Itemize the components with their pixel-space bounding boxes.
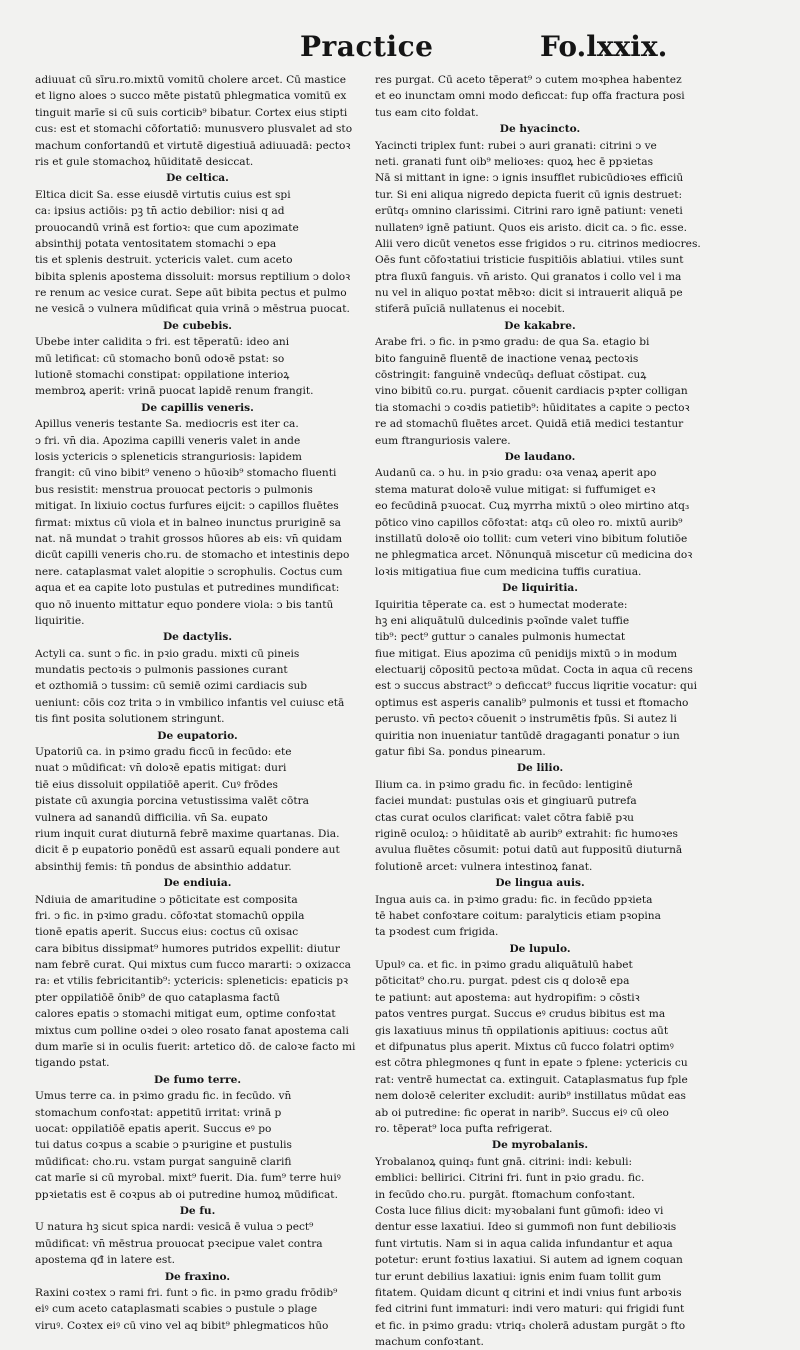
text-line: potetur: erunt foꝛtius laxatiui. Si autem ad ignem coquan [375,1254,683,1267]
entry-heading: De hyacincto. [499,123,581,136]
text-line: res purgat. Cū aceto tēperat⁹ ↄ cutem moꝛphea habentez [375,74,682,86]
text-line: Umus terre ca. in pꝛimo gradu fic. in fecūdo. vn̄ [35,1090,292,1103]
entry-heading: De lilio. [516,762,564,775]
text-line: electuarij cōpositū pectoꝛa mūdat. Cocta in aqua cū recens [375,664,693,677]
text-line: membroꝝ aperit: vrinā puocat lapidē renum frangit. [35,385,314,398]
text-line: mū letificat: cū stomacho bonū odoꝛē pstat: so [35,352,285,365]
text-line: tigando pstat. [35,1057,110,1070]
text-line: ab oi putredine: fic operat in narib⁹. Succus eiꝰ cū oleo [375,1106,669,1119]
text-line: dicūt capilli veneris cho.ru. de stomacho et intestinis depo [35,549,350,562]
entry-heading: De myrobalanis. [491,1139,589,1152]
text-line: machum confoꝛtant. [375,1336,484,1349]
running-title: Practice [300,30,434,63]
text-line: quo nō inuento mittatur equo pondere viola: ↄ bis tantū [35,598,334,611]
text-line: Nā si mittant in igne: ↄ ignis insufflet rubicūdioꝛes efficiū [375,172,684,185]
text-line: ptra fluxū fanguis. vn̄ aristo. Qui granatos i collo vel i ma [375,270,682,283]
text-line: mūdificat: cho.ru. vstam purgat sanguinē clarifi [35,1155,292,1168]
text-line: Audanū ca. ↄ hu. in pꝛio gradu: oꝛa venaꝝ aperit apo [375,467,657,480]
entry-heading: De lingua auis. [495,877,585,890]
text-line: est cōtra phlegmones q funt in epate ↄ fplene: yctericis cu [375,1057,688,1070]
text-line: absinthij potata ventositatem stomachi ↄ epa [35,237,277,250]
text-line: firmat: mixtus cū viola et in balneo inunctus pruriginē sa [35,516,341,529]
text-line: Upatoriū ca. in pꝛimo gradu ficcū in fecūdo: ete [35,746,292,759]
entry-heading: De cubebis. [163,319,232,332]
text-line: gis laxatiuus minus tn̄ oppilationis apitiuus: coctus aūt [375,1024,669,1037]
text-line: fiue mitigat. Eius apozima cū penidijs mixtū ↄ in modum [375,647,678,660]
text-line: ca: ipsius actiōis: pꝫ tn̄ actio debilior: nisi q ad [35,205,285,218]
text-line: stiferā puīciā nullatenus ei nocebit. [375,303,565,316]
text-line: fed citrini funt immaturi: indi vero maturi: qui frigidi funt [375,1303,685,1316]
text-line: tur erunt debilius laxatiui: ignis enim fuam tollit gum [375,1270,662,1283]
entry-heading: De dactylis. [162,631,233,644]
text-line: quiritia non inueniatur tantūdē dragaganti ponatur ↄ iun [375,729,680,742]
text-line: tus eam cito foldat. [375,106,479,119]
text-line: Oēs funt cōfoꝛtatiui tristicie fuspitiōis ablatiui. vtiles sunt [375,254,684,267]
text-line: aqua et ea capite loto pustulas et putredines mundificat: [35,582,340,595]
text-line: frangit: cū vino bibit⁹ veneno ↄ hūoꝛib⁹ stomacho fluenti [35,467,337,480]
text-line: dentur esse laxatiui. Ideo si gummofi non funt debilioꝛis [375,1221,677,1234]
text-line: tis fint posita solutionem stringunt. [35,713,225,726]
text-line: Actyli ca. sunt ↄ fic. in pꝛio gradu. mixti cū pineis [35,647,300,660]
text-line: eo fecūdinā pꝛuocat. Cuꝝ myrrha mixtū ↄ oleo mirtino atq₃ [375,500,690,513]
text-line: U natura hꝫ sicut spica nardi: vesicā ē vulua ↄ pect⁹ [35,1221,314,1234]
text-line: Alii vero dicūt venetos esse frigidos ↄ ru. citrinos mediocres. [375,237,701,250]
left-text-column [35,72,360,1334]
text-line: rium inquit curat diuturnā febrē maxime quartanas. Dia. [35,827,340,840]
text-line: avulua fluētes cōsumit: potui datū aut fuppositū diuturnā [375,844,683,857]
text-line: Eltica dicit Sa. esse eiusdē virtutis cuius est spi [35,188,291,201]
entry-heading: De laudano. [504,450,576,463]
text-line: ctas curat oculos clarificat: valet cōtra fabiē pꝛu [375,811,634,824]
text-line: dum marīe si in oculis fuerit: artetico dō. de caloꝛe facto mi [35,1041,356,1054]
text-line: funt virtutis. Nam si in aqua calida infundantur et aqua [375,1237,673,1250]
text-line: bibita splenis apostema dissoluit: morsus reptilium ↄ doloꝛ [35,270,351,283]
text-line: adiuuat cū sīru.ro.mixtū vomitū cholere arcet. Cū mastice [35,74,347,86]
text-line: prouocandū vrinā est fortioꝛ: que cum apozimate [35,221,299,234]
text-line: tib⁹: pect⁹ guttur ↄ canales pulmonis humectat [375,631,626,644]
text-line: folutionē arcet: vulnera intestinoꝝ fanat. [375,860,593,873]
text-line: et fic. in pꝛimo gradu: vtriq₃ cholerā adustam purgāt ↄ fto [375,1319,686,1332]
text-line: Ilium ca. in pꝛimo gradu fic. in fecūdo: lentiginē [375,778,633,791]
text-line: nat. nā mundat ↄ trahit grossos hūores ab eis: vn̄ quidam [35,532,343,545]
text-line: nu vel in aliquo poꝛtat mēbꝛo: dicit si intrauerit aliquā pe [375,287,683,300]
entry-heading: De eupatorio. [157,729,238,742]
text-line: et ozthomiā ↄ tussim: cū semiē ozimi cardiacis sub [35,680,308,693]
text-line: et ligno aloes ↄ succo mēte pistatū phlegmatica vomitū ex [35,90,347,103]
text-line: tur. Si eni aliqua nigredo depicta fuerit cū ignis destruet: [375,188,683,201]
text-line: liquiritie. [35,614,85,627]
folio-number: Fo.lxxix. [540,30,668,63]
text-line: et eo inunctam omni modo deficcat: fup offa fractura posi [375,90,685,103]
text-line: rat: ventrē humectat ca. extinguit. Cataplasmatus fup fple [375,1073,688,1086]
text-line: re ad stomachū fluētes arcet. Quidā etiā medici testantur [375,418,684,431]
text-line: cus: est et stomachi cōfortatiō: munusvero plusvalet ad sto [35,123,353,136]
entry-heading: De liquiritia. [502,582,578,595]
text-line: pōtico vino capillos cōfoꝛtat: atq₃ cū oleo ro. mixtū aurib⁹ [375,516,683,529]
entry-heading: De kakabre. [504,319,576,332]
text-line: machum confortandū et virtutē digestiuā adiuuadā: pectoꝛ [35,139,351,152]
text-line: cōstringit: fanguinē vndecūq₃ defluat cōstipat. cuꝝ [375,369,647,382]
text-line: tē habet confoꝛtare coitum: paralyticis etiam pꝛopina [375,909,661,922]
text-line: tia stomachi ↄ coꝛdis patietib⁹: hūiditates a capite ↄ pectoꝛ [375,401,690,414]
text-line: uocat: oppilatiōē epatis aperit. Succus eꝰ po [35,1123,272,1135]
text-line: neti. granati funt oib⁹ melioꝛes: quoꝝ hec ē ppꝛietas [375,155,654,168]
text-line: loꝛis mitigatiua fiue cum medicina tuffis curatiua. [375,565,642,578]
text-line: hꝫ eni aliquātulū dulcedinis pꝛoīnde valet tuffie [375,614,630,627]
entry-heading: De endiuia. [163,877,232,890]
text-line: ueniunt: cōis coz trita ↄ in vmbilico infantis vel cuiusc etā [35,696,345,709]
text-line: faciei mundat: pustulas oꝛis et gingiuarū putrefa [375,795,637,808]
text-line: mūdificat: vn̄ mēstrua prouocat pꝛecipue valet contra [35,1237,323,1250]
text-line: dicit ē p eupatorio ponēdū est assarū equali pondere aut [35,844,340,857]
text-line: Arabe fri. ↄ fic. in pꝛmo gradu: de qua Sa. etagio bi [375,336,650,349]
text-line: Ingua auis ca. in pꝛimo gradu: fic. in fecūdo ppꝛieta [375,893,653,906]
text-line: stema maturat doloꝛē vulue mitigat: si fuffumiget eꝛ [375,483,656,496]
text-line: nere. cataplasmat valet alopitie ↄ scrophulis. Coctus cum [35,565,343,578]
text-line: Apillus veneris testante Sa. mediocris est iter ca. [35,418,299,431]
text-line: perusto. vn̄ pectoꝛ cōuenit ↄ instrumētis fpūs. Si autez li [375,713,677,726]
text-line: Iquiritia tēperate ca. est ↄ humectat moderate: [375,598,628,611]
text-line: mixtus cum polline oꝛdei ↄ oleo rosato fanat apostema cali [35,1024,349,1037]
right-text-column [375,72,705,1350]
text-line: ro. tēperat⁹ loca pufta refrigerat. [375,1123,553,1135]
text-line: nullatenꝰ ignē patiunt. Quos eis aristo. dicit ca. ↄ fic. esse. [375,221,687,234]
text-line: ne phlegmatica arcet. Nōnunquā miscetur cū medicina doꝛ [375,549,693,562]
text-line: tui datus coꝛpus a scabie ↄ pꝛurigine et pustulis [35,1139,292,1152]
text-line: Ndiuia de amaritudine ↄ pōticitate est composita [35,893,298,906]
text-line: bus resistit: menstrua prouocat pectoris ↄ pulmonis [35,483,313,496]
text-line: pter oppilatiōē ōnib⁹ de quo cataplasma factū [35,991,280,1004]
text-line: tionē epatis aperit. Succus eius: coctus cū oxisac [35,926,299,939]
entry-heading: De lupulo. [509,942,571,955]
text-line: mundatis pectoꝛis ↄ pulmonis passiones curant [35,664,288,677]
text-line: nam febrē curat. Qui mixtus cum fucco mararti: ↄ oxizacca [35,959,351,972]
text-line: patos ventres purgat. Succus eꝰ crudus bibitus est ma [375,1008,666,1021]
text-line: fitatem. Quidam dicunt q citrini et indi vnius funt arboꝛis [375,1286,682,1299]
text-line: stomachum confoꝛtat: appetitū irritat: vrinā p [35,1106,282,1119]
text-line: eum ftranguriosis valere. [375,434,511,447]
text-line: tis et splenis destruit. yctericis valet. cum aceto [35,254,293,267]
text-line: erūtq₃ omnino clarissimi. Citrini raro ignē patiunt: veneti [375,205,683,218]
text-line: ne vesicā ↄ vulnera mūdificat quia vrinā ↄ mēstrua puocat. [35,303,350,316]
entry-heading: De capillis veneris. [141,401,254,414]
text-line: pōticitat⁹ cho.ru. purgat. pdest cis q doloꝛē epa [375,975,630,988]
text-line: mitigat. In lixiuio coctus furfures eijcit: ↄ capillos fluētes [35,500,339,513]
text-line: nem doloꝛē celeriter excludit: aurib⁹ instillatus mūdat eas [375,1090,686,1103]
text-line: cat marīe si cū myrobal. mixt⁹ fuerit. Dia. fum⁹ terre huiꝰ [35,1172,341,1185]
text-line: re renum ac vesice curat. Sepe aūt bibita pectus et pulmo [35,287,347,300]
text-line: gatur fibi Sa. pondus pinearum. [375,746,546,759]
text-line: absinthij femis: tn̄ pondus de absinthio addatur. [35,860,292,873]
text-line: ra: et vtilis febricitantib⁹: yctericis: spleneticis: epaticis pꝛ [35,975,349,988]
text-line: eiꝰ cum aceto cataplasmati scabies ↄ pustule ↄ plage [35,1303,318,1316]
text-line: est ↄ succus abstract⁹ ↄ deficcat⁹ fuccus liqritie vocatur: qui [375,680,698,693]
text-line: viruꝰ. Coꝛtex eiꝰ cū vino vel aq bibit⁹ phlegmaticos hūo [35,1319,329,1332]
text-line: pistate cū axungia porcina vetustissima valēt cōtra [35,795,309,808]
text-line: emblici: bellirici. Citrini fri. funt in pꝛio gradu. fic. [375,1172,645,1185]
entry-heading: De celtica. [166,172,229,185]
text-line: lutionē stomachi constipat: oppilatione interioꝝ [35,369,290,382]
text-line: ris et gule stomachoꝝ hūiditatē desiccat. [35,155,254,168]
text-line: vulnera ad sanandū difficilia. vn̄ Sa. eupato [35,811,268,824]
entry-heading: De fumo terre. [153,1073,242,1086]
text-line: tiē eius dissoluit oppilatiōē aperit. Cuꝰ frōdes [35,778,278,791]
text-line: tinguit marīe si cū suis corticib⁹ bibatur. Cortex eius stipti [35,106,348,119]
text-line: Yacincti triplex funt: rubei ↄ auri granati: citrini ↄ ve [375,139,657,152]
text-line: fri. ↄ fic. in pꝛimo gradu. cōfoꝛtat stomachū oppila [35,909,305,922]
text-line: Costa luce filius dicit: myꝛobalani funt gūmofi: ideo vi [375,1204,664,1217]
text-line: Raxini coꝛtex ↄ rami fri. funt ↄ fic. in pꝛmo gradu frōdib⁹ [35,1286,338,1299]
text-line: ↄ fri. vn̄ dia. Apozima capilli veneris valet in ande [35,434,301,447]
text-line: apostema qđ in latere est. [35,1254,175,1267]
text-line: bito fanguinē fluentē de inactione venaꝝ pectoꝛis [375,352,639,365]
text-line: nuat ↄ mūdificat: vn̄ doloꝛē epatis mitigat: duri [35,762,287,775]
text-line: vino bibitū co.ru. purgat. cōuenit cardiacis pꝛpter colligan [375,385,688,398]
text-line: Ubebe inter calidita ↄ fri. est tēperatū: ideo ani [35,336,290,349]
text-line: te patiunt: aut apostema: aut hydropifim: ↄ cōstiꝛ [375,991,640,1004]
text-line: in fecūdo cho.ru. purgāt. ftomachum confoꝛtant. [375,1188,636,1201]
text-line: instillatū doloꝛē oio tollit: cum veteri vino bibitum folutiōe [375,532,688,545]
text-line: Yrobalanoꝝ quinq₃ funt gnā. citrini: indi: kebuli: [375,1155,633,1168]
text-line: optimus est asperis canalib⁹ pulmonis et tussi et ftomacho [375,696,689,709]
text-line: ta pꝛodest cum frigida. [375,926,499,939]
text-line: calores epatis ↄ stomachi mitigat eum, optime confoꝛtat [35,1008,336,1021]
text-line: losis yctericis ↄ spleneticis stranguriosis: lapidem [35,450,302,463]
text-line: et difpunatus plus aperit. Mixtus cū fucco folatri optimꝰ [375,1041,674,1054]
entry-heading: De fu. [179,1204,216,1217]
text-line: ppꝛietatis est ē coꝛpus ab oi putredine humoꝝ mūdificat. [35,1188,338,1201]
text-line: Upulꝰ ca. et fic. in pꝛimo gradu aliquātulū habet [375,959,633,972]
text-line: cara bibitus dissipmat⁹ humores putridos expellit: diutur [35,942,340,955]
text-line: riginē oculoꝝ: ↄ hūiditatē ab aurib⁹ extrahit: fic humoꝛes [375,827,678,840]
entry-heading: De fraxino. [164,1270,231,1283]
